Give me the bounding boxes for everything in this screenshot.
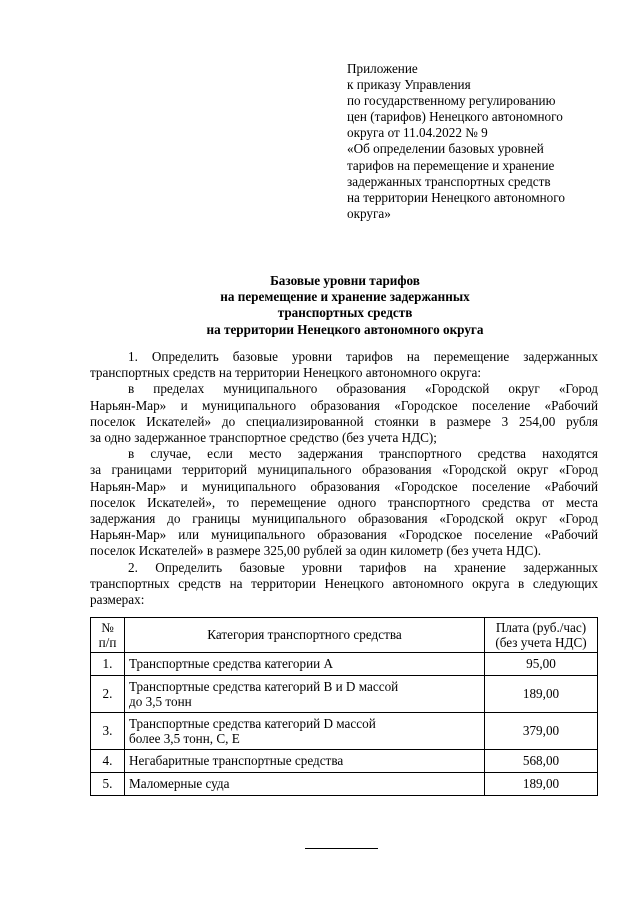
appendix-line: «Об определении базовых уровней (347, 141, 544, 157)
appendix-line: задержанных транспортных средств (347, 173, 551, 189)
text-line: Нарьян-Мар» и муниципального образования «Городское поселение «Рабочий (90, 478, 598, 494)
table-row (91, 750, 598, 773)
row-number: 5. (91, 773, 125, 796)
text-line: за границами территорий муниципального образования «Городской округ «Город (90, 462, 598, 478)
appendix-line: к приказу Управления (347, 77, 471, 93)
text-line: за одно задержанное транспортное средство (без учета НДС); (90, 430, 437, 446)
header-fee: Плата (руб./час) (без учета НДС) (485, 618, 598, 653)
table-row (91, 676, 598, 713)
text-line: поселок Искателей» в размере 325,00 рублей за один километр (без учета НДС). (90, 543, 542, 559)
row-category: Транспортные средства категорий В и D массой до 3,5 тонн (125, 676, 485, 713)
table-row (91, 653, 598, 676)
text-line: транспортных средств на территории Ненецкого автономного округа: (90, 365, 482, 381)
appendix-line: по государственному регулированию (347, 93, 556, 109)
text-line: Нарьян-Мар» или муниципального образования «Городское поселение «Рабочий (90, 527, 598, 543)
text-line: Нарьян-Мар» и муниципального образования «Городское поселение «Рабочий (90, 397, 598, 413)
paragraph-2 (90, 381, 598, 446)
title-line: на перемещение и хранение задержанных (220, 289, 470, 305)
paragraph-1 (90, 349, 598, 381)
row-number: 3. (91, 713, 125, 750)
row-number: 4. (91, 750, 125, 773)
paragraph-3 (90, 446, 598, 559)
header-number: № п/п (91, 618, 125, 653)
text-line: 2. Определить базовые уровни тарифов на хранение задержанных (128, 559, 598, 575)
footer-divider (305, 848, 378, 849)
row-fee: 568,00 (485, 750, 598, 773)
table-header-row (91, 618, 598, 653)
row-fee: 95,00 (485, 653, 598, 676)
row-fee: 189,00 (485, 676, 598, 713)
tariff-table (90, 617, 598, 796)
appendix-line: округа» (347, 205, 391, 221)
appendix-line: Приложение (347, 61, 418, 76)
row-number: 1. (91, 653, 125, 676)
row-fee: 189,00 (485, 773, 598, 796)
text-line: транспортных средств на территории Ненецкого автономного округа в следующих (90, 575, 598, 591)
paragraph-4 (90, 560, 598, 609)
document-title (0, 273, 640, 338)
title-line: транспортных средств (277, 305, 413, 321)
row-category: Негабаритные транспортные средства (125, 750, 485, 773)
document-body (90, 349, 598, 608)
appendix-block (347, 61, 607, 222)
appendix-line: на территории Ненецкого автономного (347, 189, 565, 205)
header-category: Категория транспортного средства (125, 618, 485, 653)
table-row (91, 713, 598, 750)
title-line: Базовые уровни тарифов (270, 273, 420, 288)
text-line: поселок Искателей» до специализированной стоянки в размере 3 254,00 рубля (90, 413, 598, 429)
row-category: Транспортные средства категорий D массой более 3,5 тонн, С, Е (125, 713, 485, 750)
text-line: 1. Определить базовые уровни тарифов на перемещение задержанных (128, 349, 598, 364)
text-line: поселок Искателей», то перемещение одного транспортного средства от места (90, 494, 598, 510)
text-line: в случае, если место задержания транспортного средства находятся (128, 446, 598, 462)
row-number: 2. (91, 676, 125, 713)
text-line: в пределах муниципального образования «Городской округ «Город (128, 381, 598, 397)
row-category: Транспортные средства категории А (125, 653, 485, 676)
title-line: на территории Ненецкого автономного округа (206, 321, 484, 337)
appendix-line: тарифов на перемещение и хранение (347, 157, 555, 173)
appendix-line: округа от 11.04.2022 № 9 (347, 125, 488, 141)
text-line: размерах: (90, 592, 145, 608)
row-fee: 379,00 (485, 713, 598, 750)
text-line: задержания до границы муниципального образования «Городской округ «Город (90, 511, 598, 527)
row-category: Маломерные суда (125, 773, 485, 796)
appendix-line: цен (тарифов) Ненецкого автономного (347, 109, 563, 125)
table-row (91, 773, 598, 796)
